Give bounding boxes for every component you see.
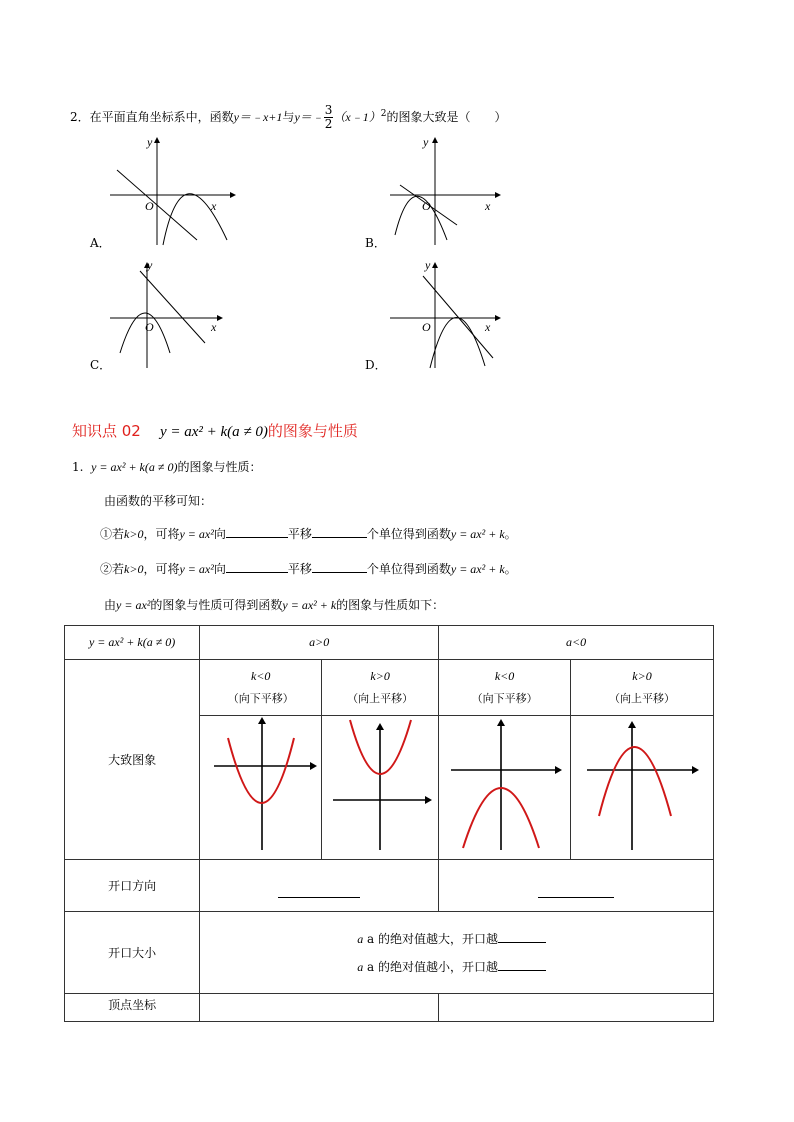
parabola-up-shift-up-svg (325, 718, 435, 854)
point-1-intro: 由函数的平移可知： (104, 494, 213, 508)
graph-b-svg (385, 135, 515, 250)
option-a-graph: y x O (105, 135, 235, 250)
blank-direction-2[interactable] (226, 561, 288, 573)
vertex-cell-a-negative[interactable] (439, 994, 714, 1022)
point-1-line-3: 由y = ax²的图象与性质可得到函数y = ax² + k的图象与性质如下： (104, 598, 445, 612)
parabola-down-shift-up-svg (577, 718, 707, 854)
point-1-line-2: ②若k>0，可将y = ax²向 平移 个单位得到函数y = ax² + k。 (100, 562, 517, 576)
graph-c-svg (105, 258, 235, 373)
parabola-down-shift-down-svg (445, 718, 565, 854)
option-c-label[interactable]: C． (90, 358, 112, 372)
question-2-stem: 2．在平面直角坐标系中，函数y＝﹣x+1与y＝﹣ $\frac{3}{2}$ （x﹣1）$^2$的图象大致是（ ） (70, 103, 507, 131)
properties-table (64, 625, 714, 1022)
point-1-line-1: ①若k>0，可将y = ax²向 平移 个单位得到函数y = ax² + k。 (100, 527, 517, 541)
blank-direction-negative[interactable] (538, 886, 614, 898)
blank-size-large[interactable] (498, 931, 546, 943)
parabola-up-shift-down-svg (206, 718, 316, 854)
graph-d-svg (385, 258, 515, 373)
option-d-label[interactable]: D． (365, 358, 387, 372)
option-a-label[interactable]: A． (90, 236, 111, 250)
vertex-cell-a-positive[interactable] (200, 994, 439, 1022)
graph-a-svg (105, 135, 235, 250)
option-b-graph: y x O (385, 135, 515, 250)
blank-size-small[interactable] (498, 959, 546, 971)
point-1-title: 1. y = ax² + k(a ≠ 0)的图象与性质： (72, 460, 262, 474)
sub-header-2: k>0 （向上平移） (322, 660, 439, 716)
option-b-label[interactable]: B． (365, 236, 386, 250)
sub-header-3: k<0 （向下平移） (439, 660, 571, 716)
header-formula-cell: y = ax² + k(a ≠ 0) (65, 626, 200, 660)
header-a-positive: a>0 (200, 626, 439, 660)
blank-units-2[interactable] (312, 561, 367, 573)
blank-direction-positive[interactable] (278, 886, 360, 898)
size-cell: a a 的绝对值越大，开口越 a a 的绝对值越小，开口越 (200, 912, 714, 994)
graph-cell-1 (200, 716, 322, 860)
direction-cell-a-negative (439, 860, 714, 912)
graph-cell-4 (571, 716, 714, 860)
graph-cell-3 (439, 716, 571, 860)
header-a-negative: a<0 (439, 626, 714, 660)
section-heading: 知识点 02 y = ax² + k(a ≠ 0)的图象与性质 (72, 422, 358, 440)
row-label-vertex: 顶点坐标 (65, 994, 200, 1022)
blank-units-1[interactable] (312, 526, 367, 538)
fraction-3-2: $\frac{3}{2}$ (324, 103, 333, 131)
row-label-graph: 大致图象 (65, 660, 200, 860)
blank-direction-1[interactable] (226, 526, 288, 538)
option-c-graph: y x O (105, 258, 235, 373)
row-label-size: 开口大小 (65, 912, 200, 994)
row-label-direction: 开口方向 (65, 860, 200, 912)
direction-cell-a-positive (200, 860, 439, 912)
sub-header-4: k>0 （向上平移） (571, 660, 714, 716)
sub-header-1: k<0 （向下平移） (200, 660, 322, 716)
graph-cell-2 (322, 716, 439, 860)
option-d-graph: y x O (385, 258, 515, 373)
